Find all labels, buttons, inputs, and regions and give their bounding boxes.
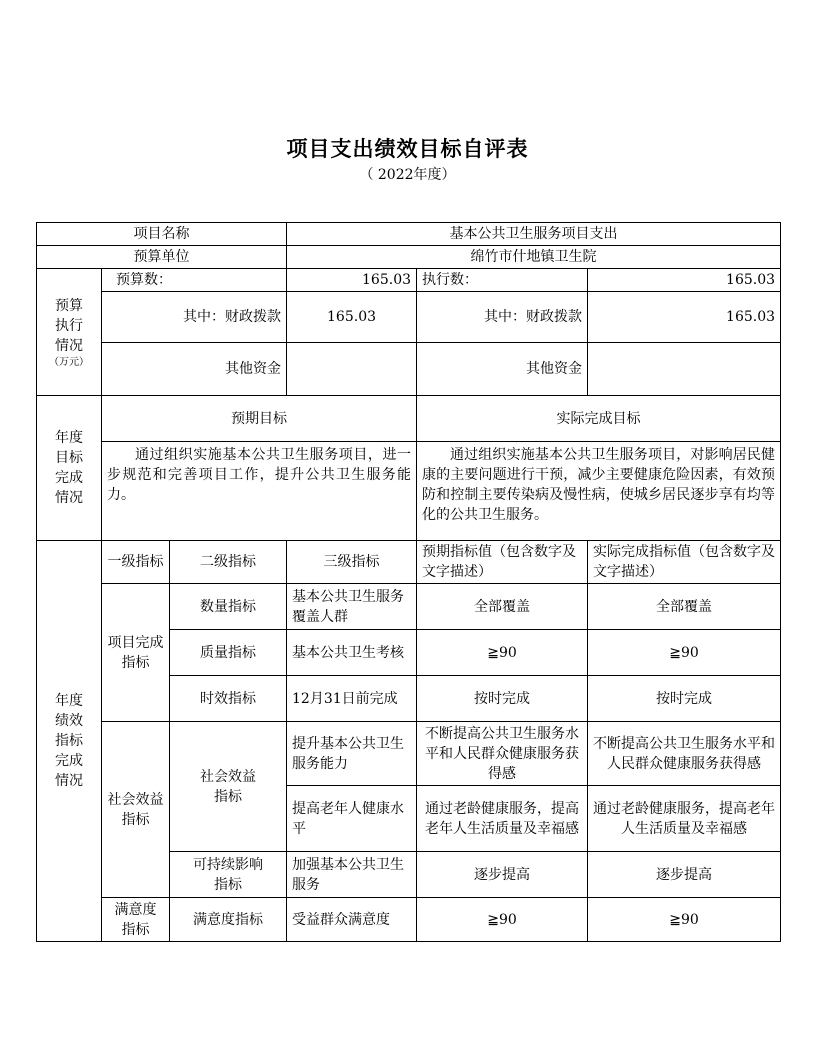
level2-cell: 数量指标 [170, 584, 287, 630]
actual-value: 逐步提高 [588, 852, 781, 898]
budget-unit-note: （万元） [49, 356, 89, 368]
actual-value: 按时完成 [588, 676, 781, 722]
page-subtitle: （ 2022年度） [359, 167, 456, 183]
level3-cell: 12月31日前完成 [287, 676, 417, 722]
group-benefit-text: 社会效益指标 [107, 791, 164, 828]
other-funds-exec-label: 其他资金 [417, 343, 588, 396]
expected-goal-text: 通过组织实施基本公共卫生服务项目，进一步规范和完善项目工作，提升公共卫生服务能力。 [102, 442, 417, 541]
level3-cell: 加强基本公共卫生服务 [287, 852, 417, 898]
expected-value: ≧90 [417, 898, 588, 942]
indicators-label [37, 541, 102, 942]
expected-value: 按时完成 [417, 676, 588, 722]
expected-value: ≧90 [417, 630, 588, 676]
actual-value: 全部覆盖 [588, 584, 781, 630]
fiscal-funds-exec-label: 其中：财政拨款 [417, 292, 588, 343]
level2-cell: 满意度指标 [170, 898, 287, 942]
expected-value: 逐步提高 [417, 852, 588, 898]
fiscal-funds-budget: 165.03 [287, 292, 417, 343]
budget-execution-label [37, 269, 102, 396]
level3-cell: 基本公共卫生考核 [287, 630, 417, 676]
fiscal-funds-label: 其中：财政拨款 [102, 292, 287, 343]
expected-value: 通过老龄健康服务，提高老年人生活质量及幸福感 [417, 786, 588, 852]
actual-value: ≧90 [588, 898, 781, 942]
level2-social-text: 社会效益指标 [200, 768, 256, 805]
level3-cell: 提升基本公共卫生服务能力 [287, 722, 417, 786]
header-expected: 预期指标值（包含数字及文字描述） [417, 541, 588, 584]
actual-goal-header: 实际完成目标 [417, 396, 781, 442]
other-funds-budget [287, 343, 417, 396]
actual-value: 不断提高公共卫生服务水平和人民群众健康服务获得感 [588, 722, 781, 786]
budget-unit-label: 预算单位 [37, 246, 287, 269]
exec-amount-label: 执行数： [417, 269, 588, 292]
level2-cell [170, 852, 287, 898]
evaluation-table [36, 222, 781, 942]
header-level1: 一级指标 [102, 541, 170, 584]
level3-cell: 提高老年人健康水平 [287, 786, 417, 852]
expected-value: 全部覆盖 [417, 584, 588, 630]
budget-unit-value: 绵竹市什地镇卫生院 [287, 246, 781, 269]
level2-cell: 时效指标 [170, 676, 287, 722]
level2-cell: 质量指标 [170, 630, 287, 676]
level2-cell [170, 722, 287, 852]
other-funds-label: 其他资金 [102, 343, 287, 396]
exec-amount-value: 165.03 [588, 269, 781, 292]
annual-goal-label [37, 396, 102, 541]
actual-goal-text: 通过组织实施基本公共卫生服务项目，对影响居民健康的主要问题进行干预，减少主要健康危险因素，有效预防和控制主要传染病及慢性病，使城乡居民逐步享有均等化的公共卫生服务。 [417, 442, 781, 541]
project-name-label: 项目名称 [37, 223, 287, 246]
group-satisfaction-text: 满意度指标 [114, 901, 157, 938]
page-title: 项目支出绩效目标自评表 [286, 136, 529, 161]
budget-amount-value: 165.03 [287, 269, 417, 292]
fiscal-funds-exec: 165.03 [588, 292, 781, 343]
expected-goal-header: 预期目标 [102, 396, 417, 442]
actual-value: 通过老龄健康服务，提高老年人生活质量及幸福感 [588, 786, 781, 852]
header-level2: 二级指标 [170, 541, 287, 584]
expected-value: 不断提高公共卫生服务水平和人民群众健康服务获得感 [417, 722, 588, 786]
indicators-label-text: 年度绩效指标完成情况 [55, 693, 83, 789]
budget-amount-label: 预算数： [102, 269, 287, 292]
header-level3: 三级指标 [287, 541, 417, 584]
actual-value: ≧90 [588, 630, 781, 676]
header-actual: 实际完成指标值（包含数字及文字描述） [588, 541, 781, 584]
level3-cell: 基本公共卫生服务覆盖人群 [287, 584, 417, 630]
group-output: 项目完成指标 [102, 584, 170, 722]
other-funds-exec [588, 343, 781, 396]
annual-goal-label-text: 年度目标完成情况 [55, 430, 83, 506]
budget-execution-label-text: 预算执行情况 [55, 297, 83, 354]
group-benefit [102, 722, 170, 898]
project-name-value: 基本公共卫生服务项目支出 [287, 223, 781, 246]
level2-sustain-text: 可持续影响指标 [193, 856, 263, 893]
level3-cell: 受益群众满意度 [287, 898, 417, 942]
group-satisfaction [102, 898, 170, 942]
